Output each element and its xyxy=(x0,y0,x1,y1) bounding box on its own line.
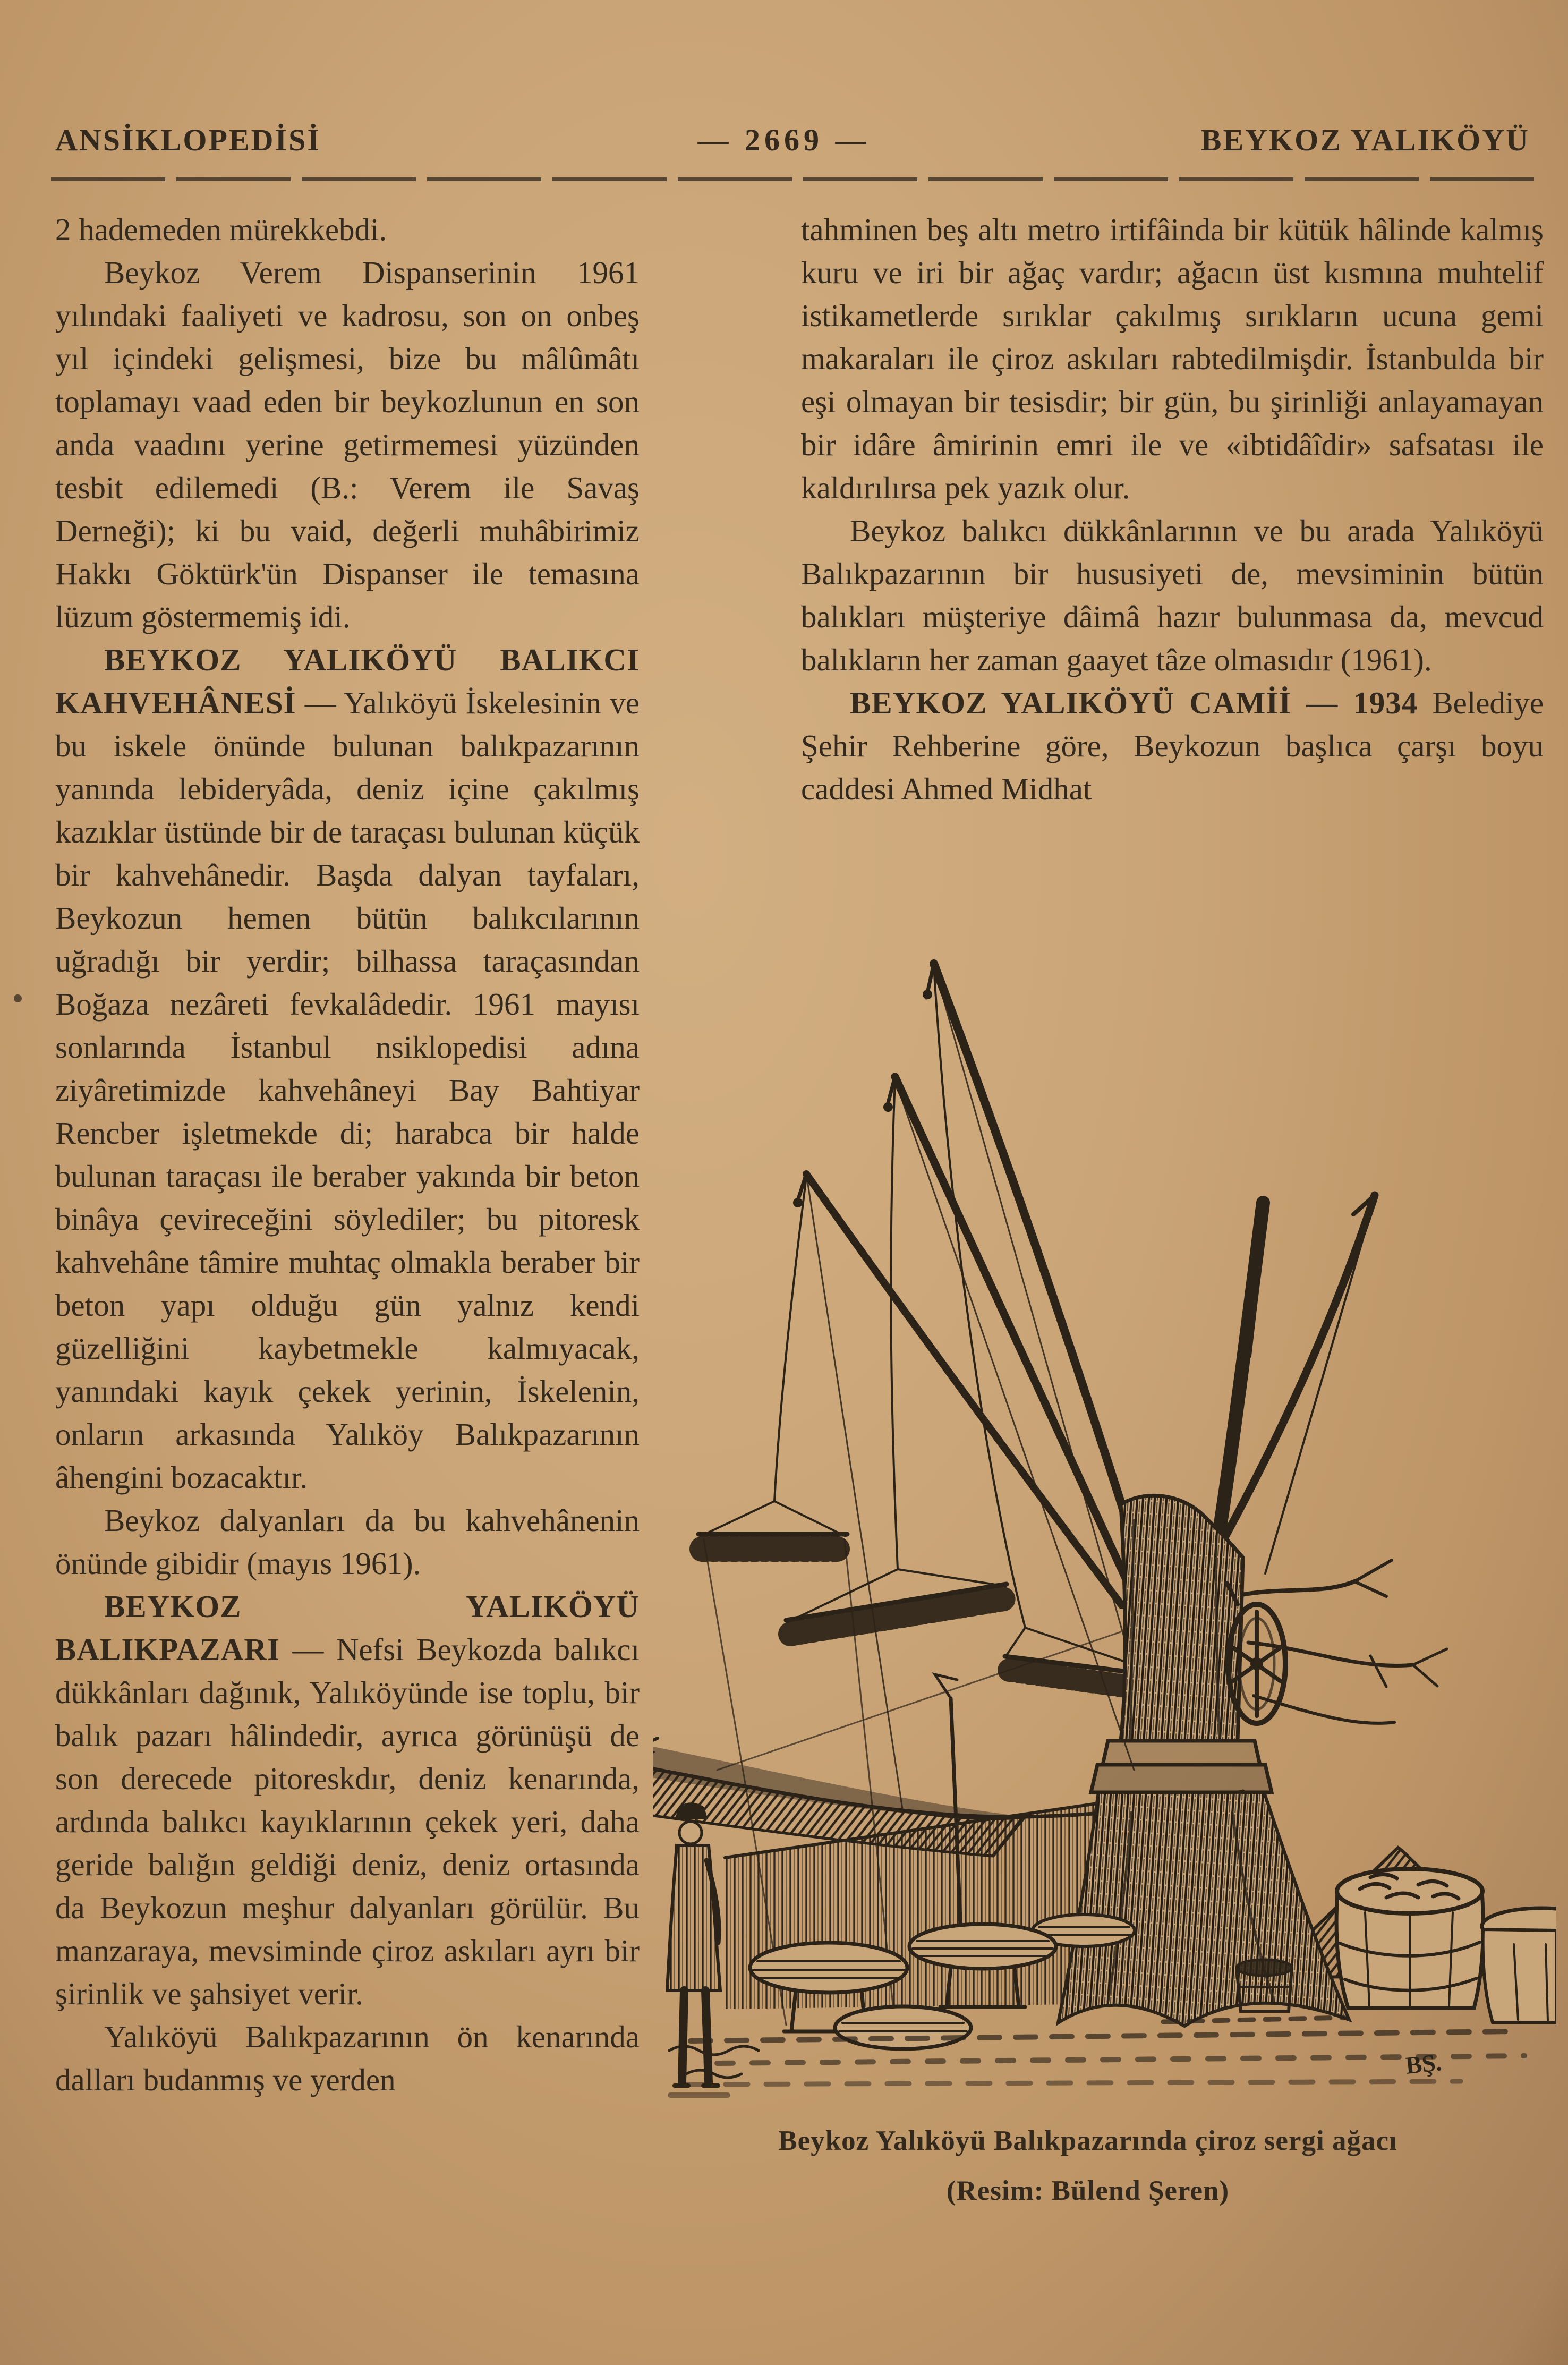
paragraph xyxy=(55,251,768,639)
page-number: — 2669 — xyxy=(697,123,871,157)
artist-signature: BŞ. xyxy=(1404,2048,1443,2079)
illustration-drawing xyxy=(653,941,1556,2098)
ground-cobblestones xyxy=(669,2018,1524,2085)
paragraph-text: Beykoz dalyanları da bu kahvehânenin önünde gibidir (mayıs 1961). xyxy=(55,1503,640,1581)
header-rule xyxy=(51,177,1534,181)
drying-poles xyxy=(793,964,1375,1605)
paragraph-text: 2 hademeden mürekkebdi. xyxy=(55,212,387,247)
paragraph-text: tahminen beş altı metro irtifâinda bir kütük hâlinde kalmış kuru ve iri bir ağaç vardır; ağacın üst kısmına muhtelif istikametlerde sırıklar çakılmış sırıkların ucuna gemi makaraları ile çiroz askıları rabtedilmişdir. İstanbulda bir eşi olmayan bir tesisdir; bir gün, bu şirinliği anlayamayan bir idâre âmirinin emri ile ve «ibtidâîdir» safsatası ile kaldırılırsa pek yazık olur. xyxy=(801,212,1544,505)
paragraph-text: Beykoz balıkcı dükkânlarının ve bu arada Yalıköyü Balıkpazarının bir hususiyeti de, mevsiminin bütün balıkları müşteriye dâimâ hazır bulunmasa da, mevcud balıkların her zaman gaayet tâze olmasıdır (1961). xyxy=(801,513,1544,677)
fisherman-figure xyxy=(667,1802,728,2095)
fish-racks xyxy=(698,1534,1175,1692)
paragraph-text: — Yalıköyü İskelesinin ve bu iskele önünde bulunan balıkpazarının yanında lebideryâda, deniz içine çakılmış kazıklar üstünde bir de taraçası bulunan küçük bir kahvehânedir. Başda dalyan tayfaları, Beykozun hemen bütün balıkcılarının uğradığı bir yerdir; bilhassa taraçasından Boğaza nezâreti fevkalâdedir. 1961 mayısı sonlarında İstanbul nsiklopedisi adına ziyâretimizde kahvehâneyi Bay Bahtiyar Rencber işletmekde di; harabca bir halde bulunan taraçası ile beraber yakında bir beton binâya çevireceğini söylediler; bu pitoresk kahvehâne tâmire muhtaç olmakla beraber bir beton yapı olduğu gün yalnız kendi güzelliğini kaybetmekle kalmıyacak, yanındaki kayık çekek yerinin, İskelenin, onların arkasında Yalıköy Balıkpazarının âhengini bozacaktır. xyxy=(55,685,640,1495)
paragraph xyxy=(55,208,768,251)
paragraph-text: Belediye Şehir Rehberine göre, Beykozun başlıca çarşı boyu caddesi Ahmed Midhat xyxy=(801,685,1544,806)
text-column-right xyxy=(801,208,1544,811)
illustration-caption: Beykoz Yalıköyü Balıkpazarında çiroz sergi ağacı xyxy=(778,2125,1397,2156)
illustration-credit: (Resim: Bülend Şeren) xyxy=(946,2175,1230,2206)
illustration-caption-block xyxy=(674,2124,1502,2208)
fish-barrels xyxy=(1336,1869,1556,2022)
margin-speck xyxy=(14,994,22,1002)
paragraph xyxy=(801,208,1544,509)
paragraph-text: — Nefsi Beykozda balıkcı dükkânları dağınık, Yalıköyünde ise toplu, bir balık pazarı hâlindedir, ayrıca görünüşü de son derecede pitoreskdır, deniz kenarında, ardında balıkcı kayıklarının çekek yeri, daha geride balığın geldiği deniz, deniz ortasında da Beykozun meşhur dalyanları görülür. Bu manzaraya, mevsiminde çiroz askıları ayrı bir şirinlik ve şahsiyet verir. xyxy=(55,1632,640,2011)
paragraph xyxy=(801,509,1544,682)
entry-heading: BEYKOZ YALIKÖYÜ CAMİİ — 1934 xyxy=(850,685,1418,720)
running-head-right: BEYKOZ YALIKÖYÜ xyxy=(1200,123,1530,157)
entry-heading: BEYKOZ YALIKÖYÜ BALIKPAZARI xyxy=(55,1589,640,1667)
entry-heading: BEYKOZ YALIKÖYÜ BALIKCI KAHVEHÂNESİ xyxy=(55,642,640,720)
paragraph-text: Beykoz Verem Dispanserinin 1961 yılındaki faaliyeti ve kadrosu, son on onbeş yıl içindeki gelişmesi, bize bu mâlûmâtı toplamayı vaad eden bir beykozlunun en son anda vaadını yerine getirmemesi yüzünden tesbit edilemedi (B.: Verem ile Savaş Derneği); ki bu vaid, değerli muhâbirimiz Hakkı Göktürk'ün Dispanser ile temasına lüzum göstermemiş idi. xyxy=(55,255,640,634)
entry-paragraph xyxy=(801,682,1544,811)
running-head-left: ANSİKLOPEDİSİ xyxy=(55,123,321,157)
paragraph-text: Yalıköyü Balıkpazarının ön kenarında dalları budanmış ve yerden xyxy=(55,2019,640,2097)
